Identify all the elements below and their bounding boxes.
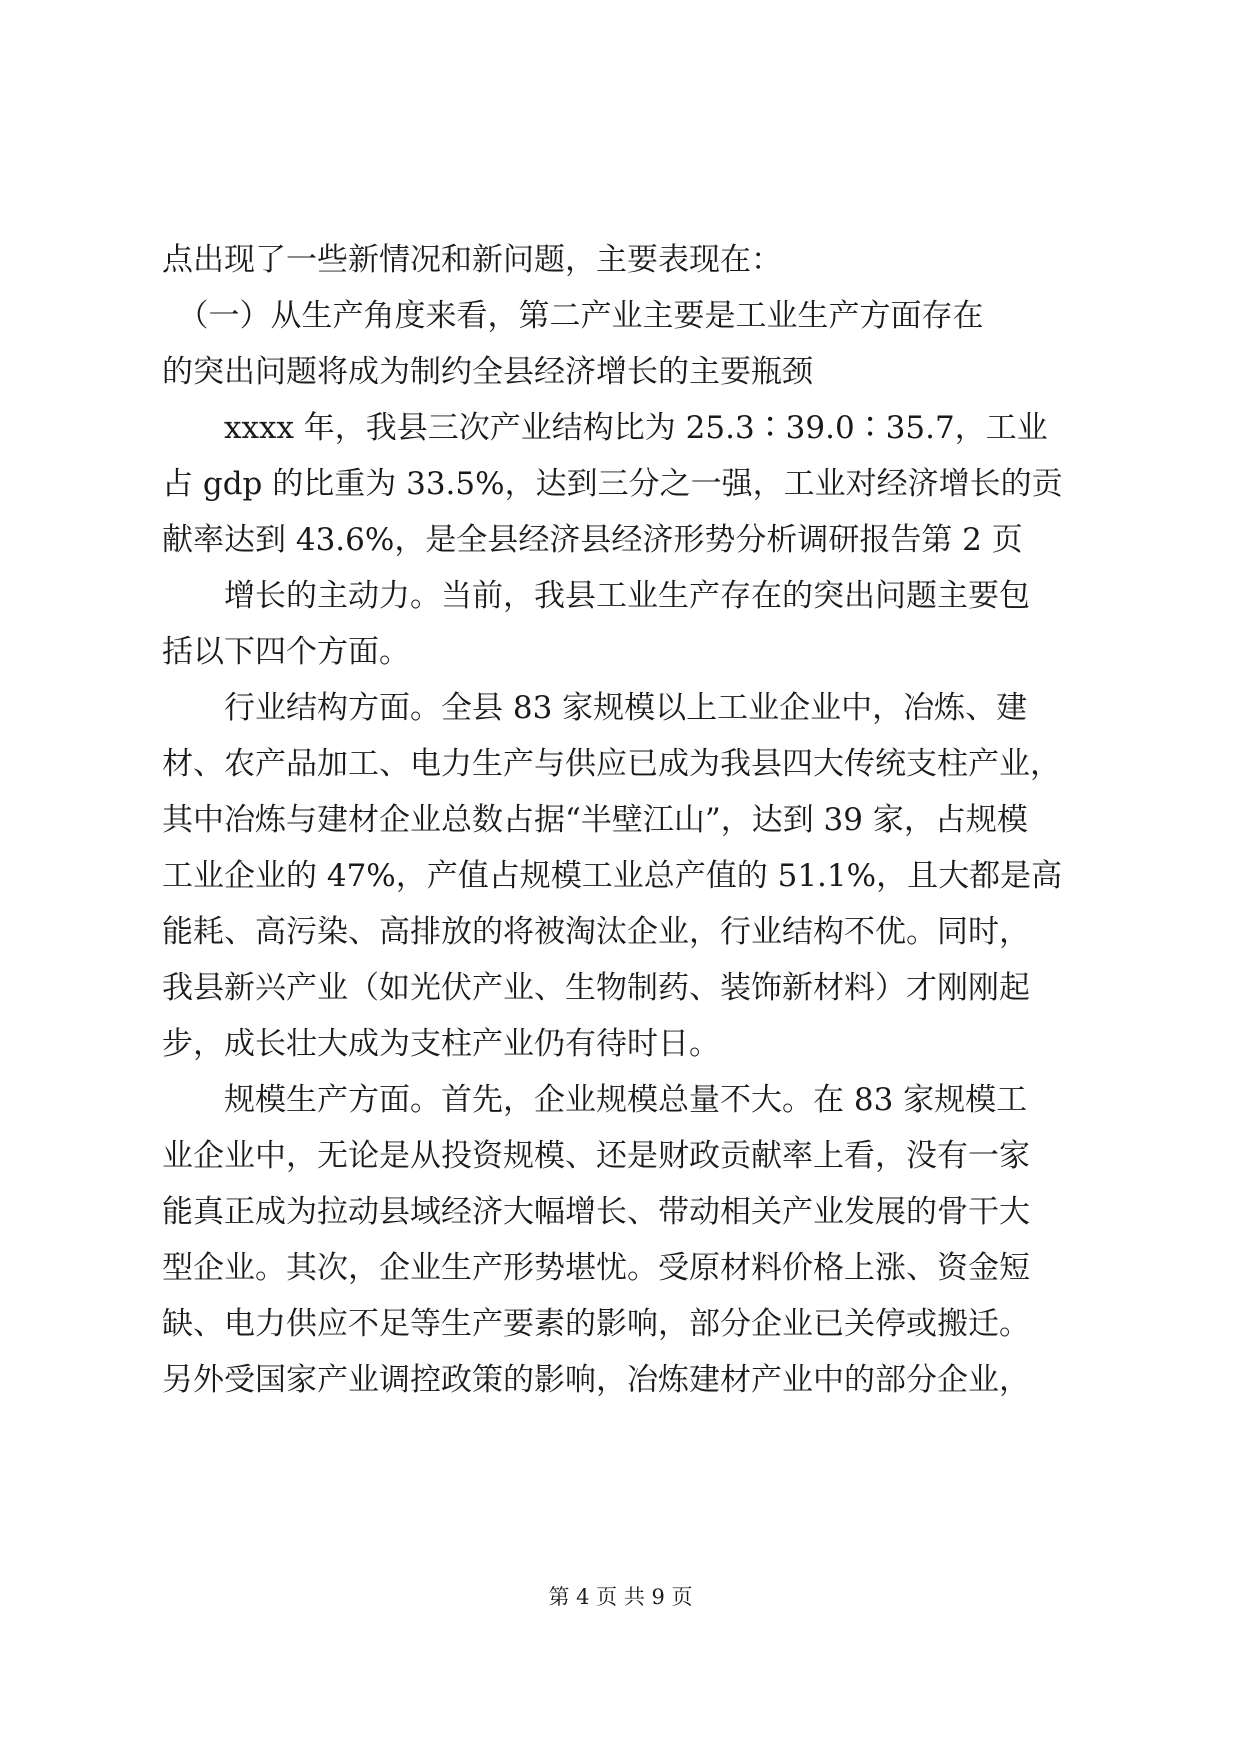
text-line: 步，成长壮大成为支柱产业仍有待时日。 bbox=[162, 1026, 720, 1062]
text-line: 材、农产品加工、电力生产与供应已成为我县四大传统支柱产业， bbox=[162, 746, 1061, 782]
text-line: 能耗、高污染、高排放的将被淘汰企业，行业结构不优。同时， bbox=[162, 914, 1030, 950]
text-line: 型企业。其次，企业生产形势堪忧。受原材料价格上涨、资金短 bbox=[162, 1250, 1030, 1286]
text-line: 献率达到 43.6%，是全县经济县经济形势分析调研报告第 2 页 bbox=[162, 522, 1023, 558]
text-line: 缺、电力供应不足等生产要素的影响，部分企业已关停或搬迁。 bbox=[162, 1306, 1030, 1342]
text-line: xxxx 年，我县三次产业结构比为 25.3∶39.0∶35.7，工业 bbox=[162, 410, 1048, 446]
text-line: （一）从生产角度来看，第二产业主要是工业生产方面存在 bbox=[162, 298, 984, 334]
text-line: 增长的主动力。当前，我县工业生产存在的突出问题主要包 bbox=[162, 578, 1030, 614]
text-line: 我县新兴产业（如光伏产业、生物制药、装饰新材料）才刚刚起 bbox=[162, 970, 1030, 1006]
text-line: 规模生产方面。首先，企业规模总量不大。在 83 家规模工 bbox=[162, 1082, 1028, 1118]
page-indicator: 第 4 页 共 9 页 bbox=[548, 1585, 693, 1609]
text-line: 工业企业的 47%，产值占规模工业总产值的 51.1%，且大都是高 bbox=[162, 858, 1063, 894]
page-footer bbox=[0, 1582, 1241, 1612]
text-line: 的突出问题将成为制约全县经济增长的主要瓶颈 bbox=[162, 354, 813, 390]
text-line: 另外受国家产业调控政策的影响，冶炼建材产业中的部分企业， bbox=[162, 1362, 1030, 1398]
text-line: 业企业中，无论是从投资规模、还是财政贡献率上看，没有一家 bbox=[162, 1138, 1030, 1174]
body-text bbox=[162, 232, 1078, 1408]
text-line: 其中冶炼与建材企业总数占据“半壁江山”，达到 39 家，占规模 bbox=[162, 802, 1028, 838]
text-line: 括以下四个方面。 bbox=[162, 634, 410, 670]
text-line: 占 gdp 的比重为 33.5%，达到三分之一强，工业对经济增长的贡 bbox=[162, 466, 1063, 502]
text-line: 点出现了一些新情况和新问题，主要表现在： bbox=[162, 242, 782, 278]
text-line: 行业结构方面。全县 83 家规模以上工业企业中，冶炼、建 bbox=[162, 690, 1028, 726]
text-line: 能真正成为拉动县域经济大幅增长、带动相关产业发展的骨干大 bbox=[162, 1194, 1030, 1230]
